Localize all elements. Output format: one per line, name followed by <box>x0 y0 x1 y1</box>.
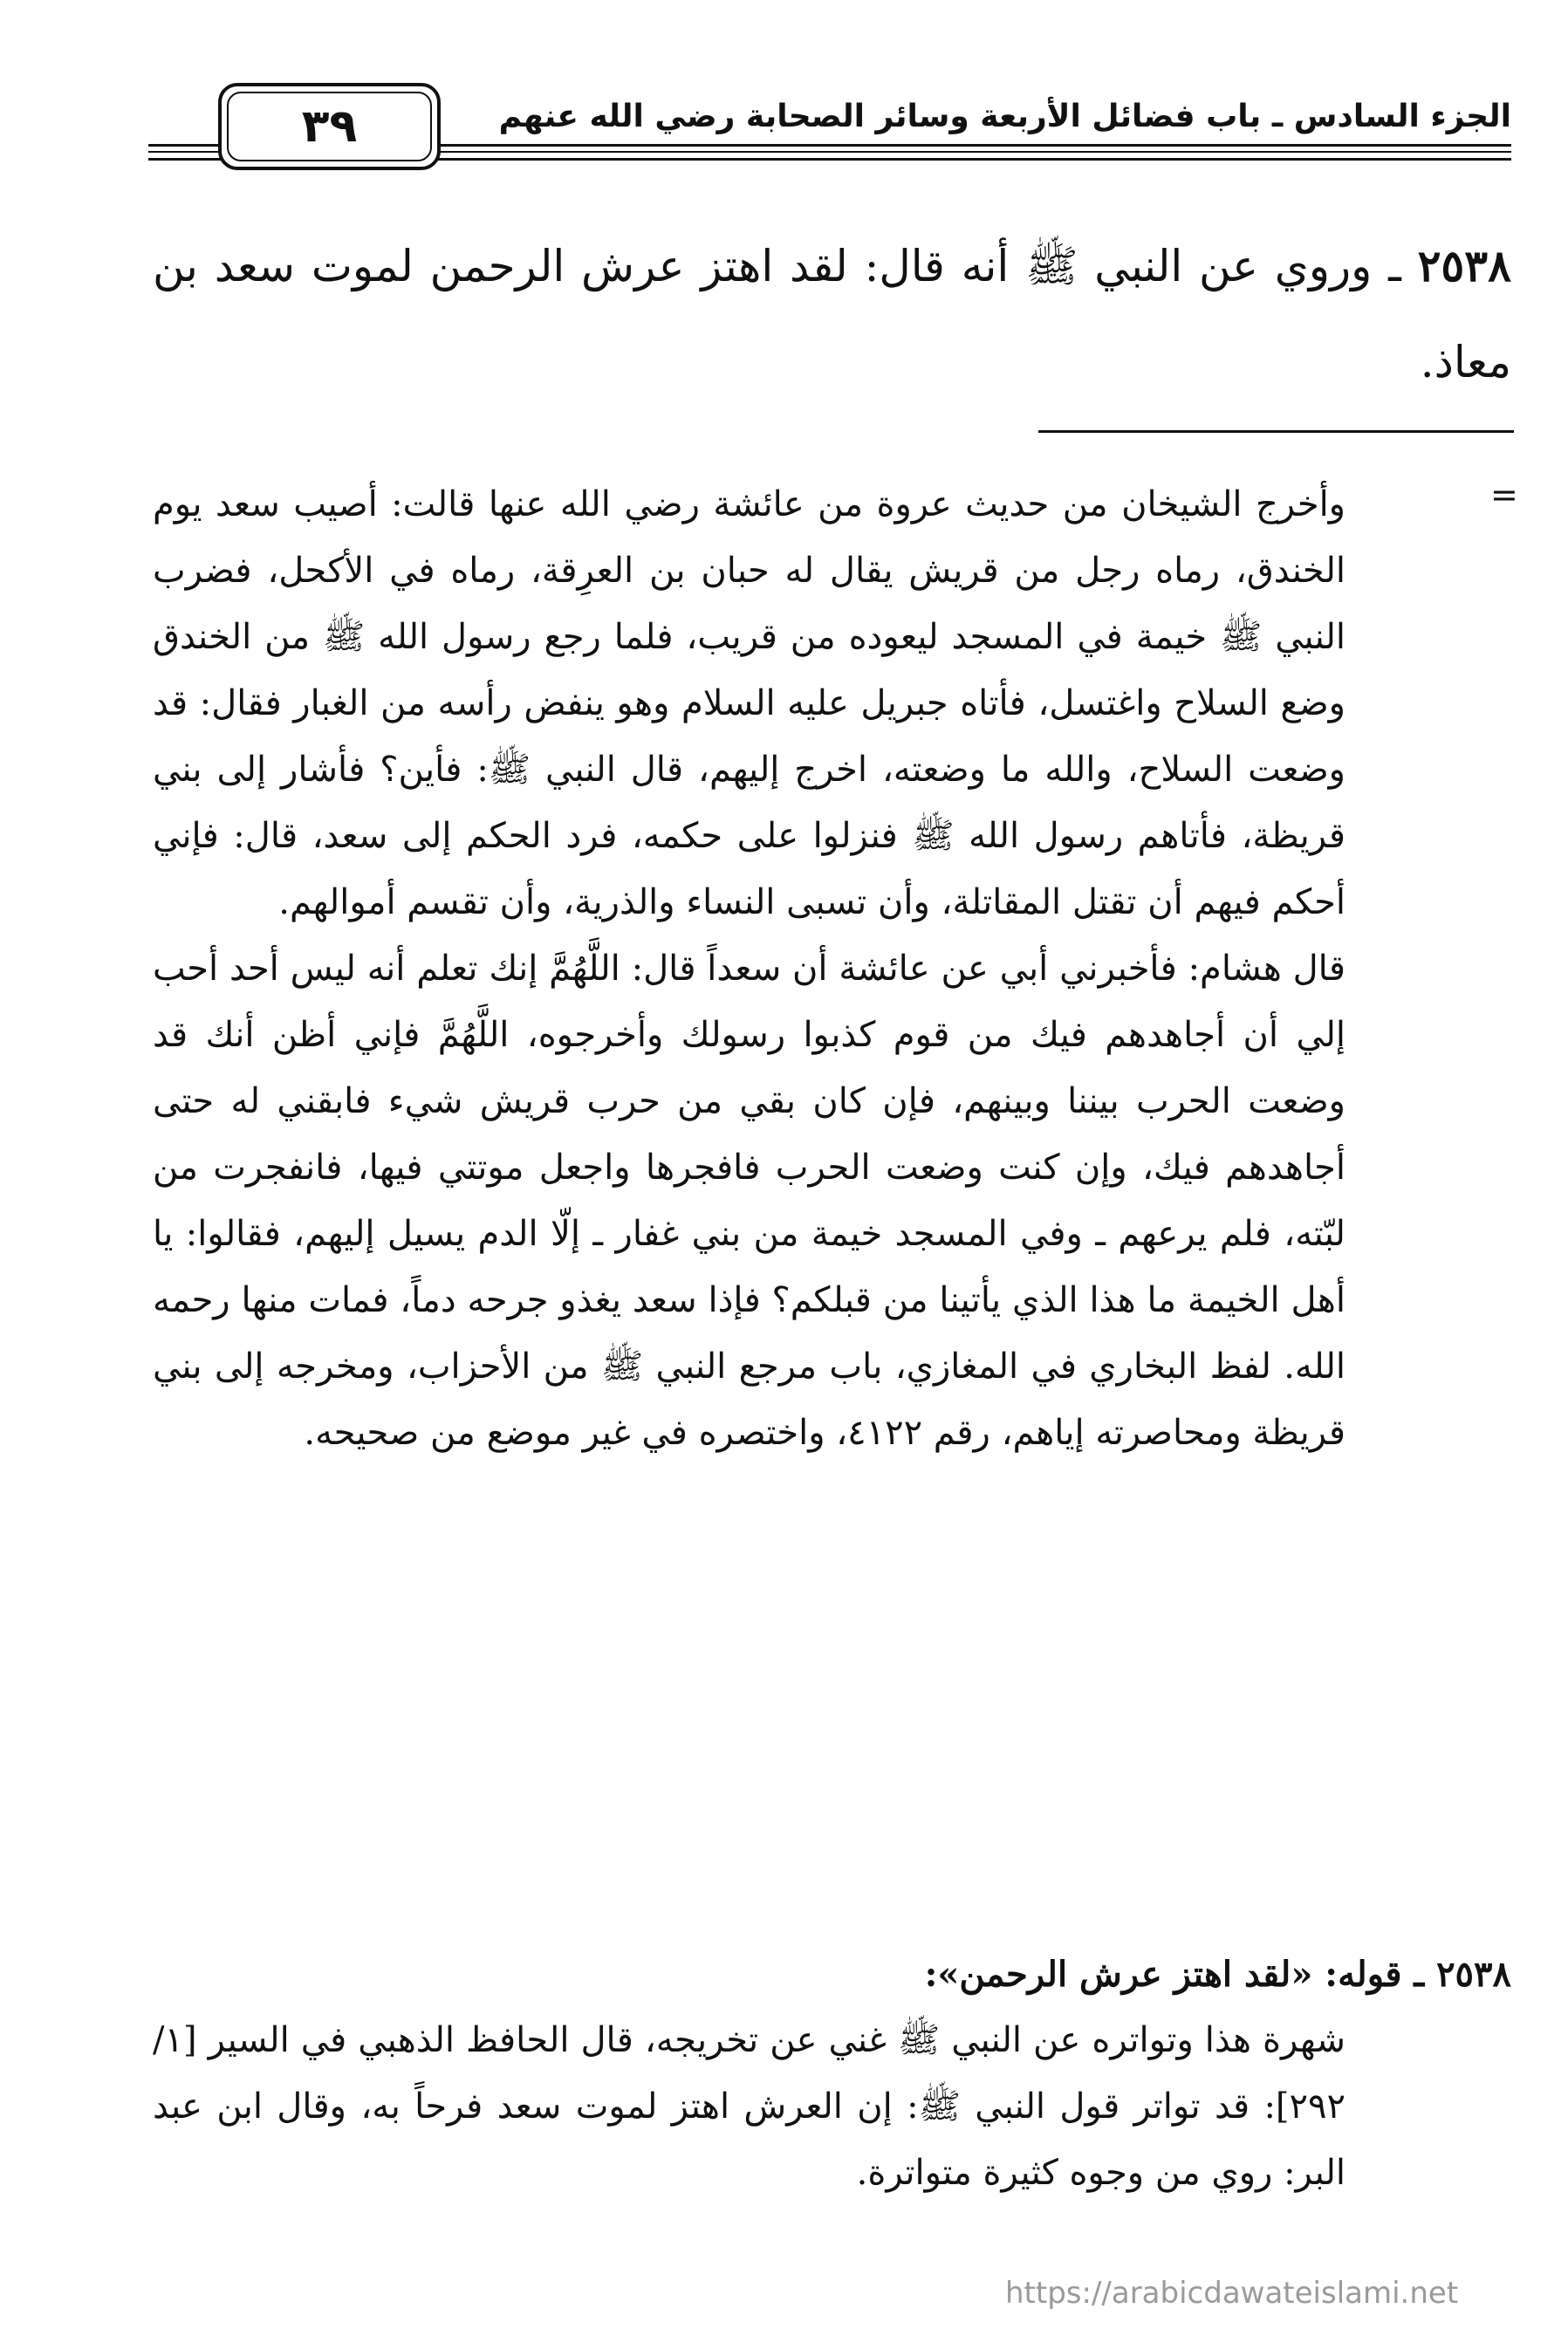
page-header <box>148 83 1511 179</box>
hadith-number: ٢٥٣٨ <box>1417 240 1511 291</box>
commentary <box>153 471 1345 1466</box>
page-number: ٣٩ <box>301 100 358 153</box>
footnote-separator <box>1038 430 1514 433</box>
running-title: الجزء السادس ـ باب فضائل الأربعة وسائر الصحابة رضي الله عنهم <box>498 99 1511 134</box>
watermark-url: https://arabicdawateislami.net <box>1005 2276 1459 2311</box>
page-number-frame <box>218 83 441 170</box>
hadith-text <box>153 218 1511 410</box>
note-heading: ٢٥٣٨ ـ قوله: «لقد اهتز عرش الرحمن»: <box>924 1954 1511 1995</box>
note-body: شهرة هذا وتواتره عن النبي ﷺ غني عن تخريجه، قال الحافظ الذهبي في السير [١/ ٢٩٢]: قد تواتر قول النبي ﷺ: إن العرش اهتز لموت سعد فرحاً به، وقال ابن عبد البر: روي من وجوه كثيرة متواترة. <box>153 2020 1345 2193</box>
commentary-paragraph: وأخرج الشيخان من حديث عروة من عائشة رضي الله عنها قالت: أصيب سعد يوم الخندق، رماه رجل من قريش يقال له حبان بن العرِقة، رماه في الأكحل، فضرب النبي ﷺ خيمة في المسجد ليعوده من قريب، فلما رجع رسول الله ﷺ من الخندق وضع السلاح واغتسل، فأتاه جبريل عليه السلام وهو ينفض رأسه من الغبار فقال: قد وضعت السلاح، والله ما وضعته، اخرج إليهم، قال النبي ﷺ: فأين؟ فأشار إلى بني قريظة، فأتاهم رسول الله ﷺ فنزلوا على حكمه، فرد الحكم إلى سعد، قال: فإني أحكم فيهم أن تقتل المقاتلة، وأن تسبى النساء والذرية، وأن تقسم أموالهم. <box>153 484 1345 922</box>
continuation-mark: = <box>1490 476 1518 514</box>
hadith-body: ـ وروي عن النبي ﷺ أنه قال: لقد اهتز عرش الرحمن لموت سعد بن معاذ. <box>153 241 1511 387</box>
commentary-paragraph: قال هشام: فأخبرني أبي عن عائشة أن سعداً قال: اللَّهُمَّ إنك تعلم أنه ليس أحد أحب إلي أن أجاهدهم فيك من قوم كذبوا رسولك وأخرجوه، اللَّهُمَّ فإني أظن أنك قد وضعت الحرب بيننا وبينهم، فإن كان بقي من حرب قريش شيء فابقني له حتى أجاهدهم فيك، وإن كنت وضعت الحرب فافجرها واجعل موتتي فيها، فانفجرت من لبّته، فلم يرعهم ـ وفي المسجد خيمة من بني غفار ـ إلّا الدم يسيل إليهم، فقالوا: يا أهل الخيمة ما هذا الذي يأتينا من قبلكم؟ فإذا سعد يغذو جرحه دماً، فمات منها رحمه الله. لفظ البخاري في المغازي، باب مرجع النبي ﷺ من الأحزاب، ومخرجه إلى بني قريظة ومحاصرته إياهم، رقم ٤١٢٢، واختصره في غير موضع من صحيحه. <box>153 949 1345 1453</box>
